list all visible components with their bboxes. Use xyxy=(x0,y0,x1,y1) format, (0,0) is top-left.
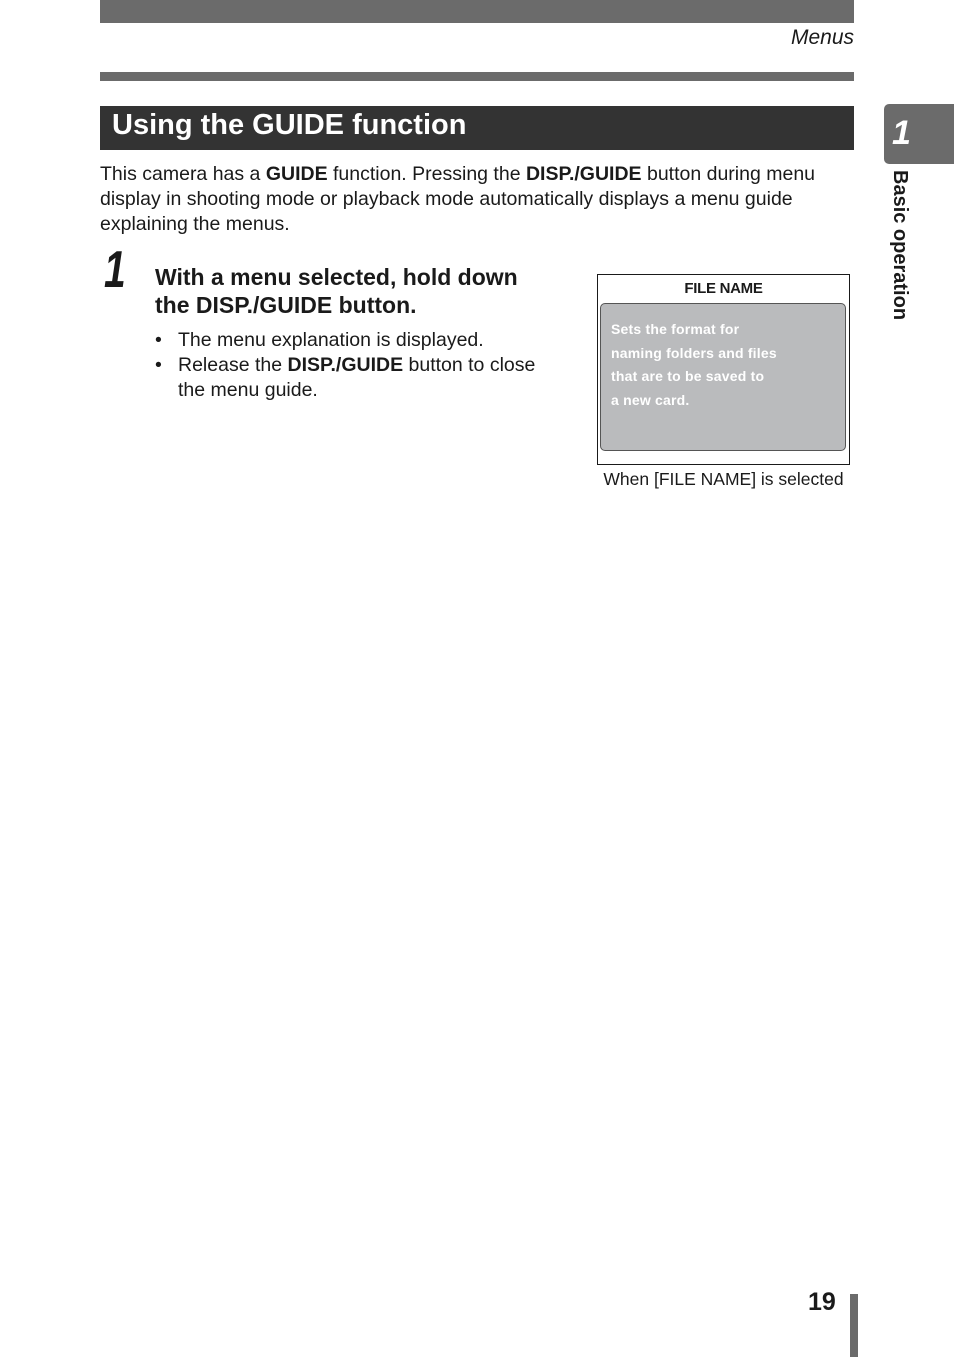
bullet-text: button to close the menu guide. xyxy=(178,354,536,401)
header-rule xyxy=(100,72,854,81)
step-bullet-list xyxy=(155,328,555,403)
intro-text: button during menu display in shooting mode or playback mode automatically displays a menu guide explaining the menus. xyxy=(100,163,816,235)
menu-guide-box xyxy=(600,303,846,451)
guide-line: naming folders and files xyxy=(611,344,777,361)
chapter-tab xyxy=(884,104,954,164)
page-number: 19 xyxy=(808,1288,836,1316)
bullet-bold-disp-guide: DISP./GUIDE xyxy=(287,354,404,376)
step-heading: With a menu selected, hold down the DISP./GUIDE button. xyxy=(155,264,518,318)
header-bar xyxy=(100,0,854,23)
screen-menu-title: FILE NAME xyxy=(684,280,763,297)
intro-bold-guide: GUIDE xyxy=(265,163,328,185)
camera-screen-illustration xyxy=(597,274,850,465)
guide-line: Sets the format for xyxy=(611,321,740,337)
section-title: Using the GUIDE function xyxy=(112,109,467,141)
chapter-label: Basic operation xyxy=(889,170,911,321)
page-number-bar xyxy=(850,1294,858,1357)
intro-bold-disp-guide: DISP./GUIDE xyxy=(525,163,642,185)
menu-guide-text xyxy=(611,318,831,412)
intro-text: function. Pressing the xyxy=(327,163,526,185)
intro-text: This camera has a xyxy=(100,163,266,185)
list-item xyxy=(155,328,555,353)
guide-line: that are to be saved to xyxy=(611,368,765,384)
section-title-bar xyxy=(100,106,854,150)
bullet-text: The menu explanation is displayed. xyxy=(178,329,484,351)
bullet-symbol: • xyxy=(155,329,162,351)
chapter-number: 1 xyxy=(892,114,911,152)
intro-paragraph xyxy=(100,162,860,237)
bullet-text: Release the xyxy=(178,354,288,376)
screen-caption: When [FILE NAME] is selected xyxy=(603,469,844,489)
running-header: Menus xyxy=(790,26,854,49)
bullet-symbol: • xyxy=(155,354,162,376)
guide-line: a new card. xyxy=(611,391,690,408)
step-number: 1 xyxy=(104,241,126,299)
list-item xyxy=(155,353,555,403)
